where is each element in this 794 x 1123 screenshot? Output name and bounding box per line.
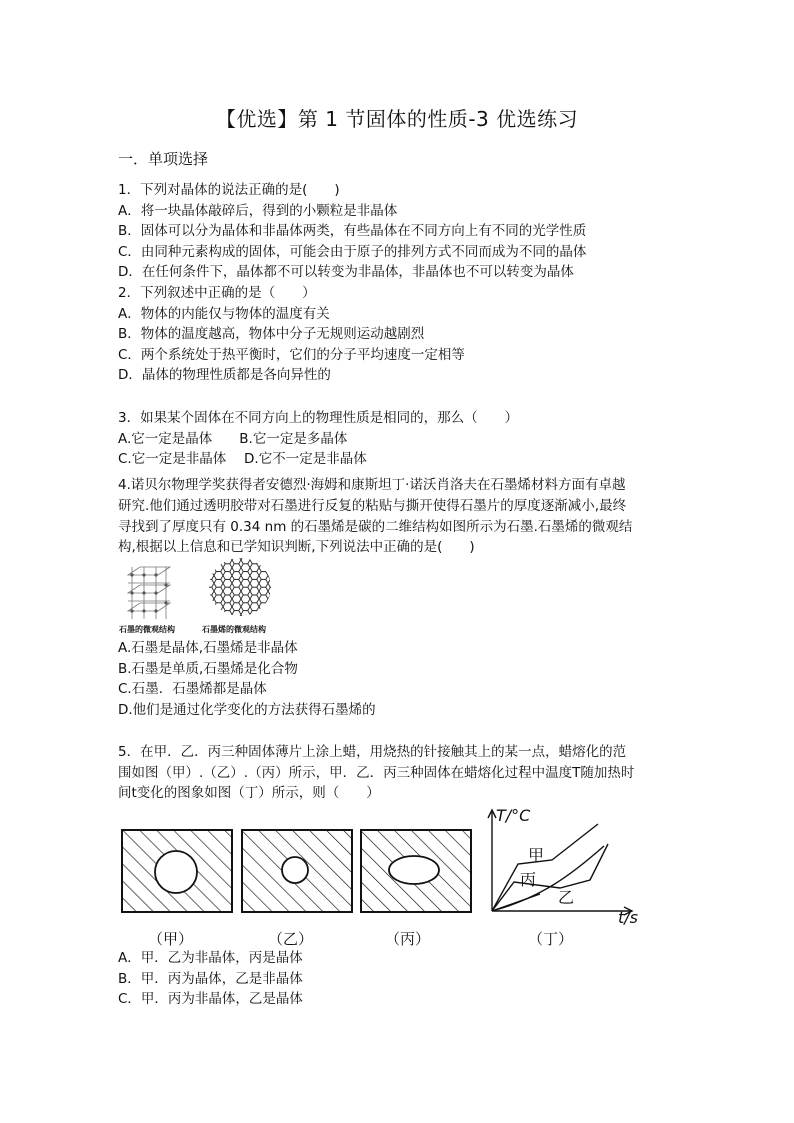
curve-jia (492, 824, 598, 911)
q2-option-c: C．两个系统处于热平衡时，它们的分子平均速度一定相等 (118, 346, 465, 363)
q5-option-a: A．甲．乙为非晶体，丙是晶体 (118, 950, 303, 966)
fig-label-yi: （乙） (268, 930, 314, 948)
fig-label-bing: （丙） (385, 930, 431, 948)
q5-option-c: C．甲．丙为非晶体，乙是晶体 (118, 991, 303, 1008)
q4-line-2: 研究.他们通过透明胶带对石墨进行反复的粘贴与撕开使得石墨片的厚度逐渐减小,最终 (118, 497, 627, 514)
q4-option-c: C.石墨．石墨烯都是晶体 (118, 681, 267, 698)
question-3 (118, 408, 518, 470)
q5-option-b: B．甲．丙为晶体，乙是非晶体 (118, 970, 303, 987)
question-5-stem (118, 742, 634, 804)
plot-label-bing: 丙 (520, 870, 537, 889)
plot-y-label: T/°C (496, 806, 531, 825)
q4-option-a: A.石墨是晶体,石墨烯是非晶体 (118, 640, 298, 656)
curve-yi (492, 846, 604, 911)
q3-options-ab: A.它一定是晶体 B.它一定是多晶体 (118, 430, 348, 447)
q3-stem: 3．如果某个固体在不同方向上的物理性质是相同的，那么（ ） (118, 410, 519, 426)
q5-line-3: 间t变化的图象如图（丁）所示，则（ ） (118, 785, 380, 802)
q2-option-d: D．晶体的物理性质都是各向异性的 (118, 367, 331, 384)
q4-option-b: B.石墨是单质,石墨烯是化合物 (118, 660, 298, 677)
plot-label-jia: 甲 (528, 846, 545, 865)
q2-option-b: B．物体的温度越高，物体中分子无规则运动越剧烈 (118, 326, 425, 343)
q1-option-a: A．将一块晶体敲碎后，得到的小颗粒是非晶体 (118, 202, 398, 219)
q1-option-b: B．固体可以分为晶体和非晶体两类，有些晶体在不同方向上有不同的光学性质 (118, 223, 587, 240)
curve-bing (492, 844, 608, 911)
graphene-lattice-figure (205, 556, 275, 618)
plot-label-yi: 乙 (558, 888, 575, 907)
graphene-caption: 石墨烯的微观结构 (202, 625, 266, 634)
graphite-caption: 石墨的微观结构 (119, 625, 175, 634)
plot-x-label: t/s (618, 908, 638, 927)
plate-bing (361, 830, 471, 912)
q4-line-4: 构,根据以上信息和已学知识判断,下列说法中正确的是( ) (118, 539, 475, 556)
q4-option-d: D.他们是通过化学变化的方法获得石墨烯的 (118, 701, 376, 718)
plate-yi (242, 830, 352, 912)
section-heading: 一．单项选择 (118, 150, 209, 168)
fig-label-jia: （甲） (148, 930, 194, 948)
question-5-options (118, 948, 303, 1010)
q4-line-3: 寻找到了厚度只有 0.34 nm 的石墨烯是碳的二维结构如图所示为石墨.石墨烯的微观结 (118, 518, 633, 535)
q4-line-1: 4.诺贝尔物理学奖获得者安德烈·海姆和康斯坦丁·诺沃肖洛夫在石墨烯材料方面有卓越 (118, 477, 626, 493)
q2-stem: 2．下列叙述中正确的是（ ） (118, 284, 316, 301)
plate-jia (122, 830, 232, 912)
q1-option-c: C．由同种元素构成的固体，可能会由于原子的排列方式不同而成为不同的晶体 (118, 243, 587, 260)
question-4-stem (118, 475, 678, 558)
q3-options-cd: C.它一定是非晶体 D.它不一定是非晶体 (118, 451, 367, 468)
q1-option-d: D．在任何条件下，晶体都不可以转变为非晶体，非晶体也不可以转变为晶体 (118, 264, 574, 281)
question-4-options (118, 638, 376, 720)
page-title: 【优选】第 1 节固体的性质-3 优选练习 (215, 107, 579, 131)
q1-stem: 1．下列对晶体的说法正确的是( ) (118, 182, 340, 198)
q5-line-1: 5．在甲．乙．丙三种固体薄片上涂上蜡，用烧热的针接触其上的某一点，蜡熔化的范 (118, 744, 627, 760)
fig-label-ding: （丁） (528, 930, 574, 948)
q5-line-2: 围如图（甲）.（乙）.（丙）所示，甲．乙．丙三种固体在蜡熔化过程中温度T随加热时 (118, 764, 635, 781)
q2-option-a: A．物体的内能仅与物体的温度有关 (118, 305, 330, 322)
plate-figures (118, 826, 480, 916)
question-1 (118, 180, 586, 386)
